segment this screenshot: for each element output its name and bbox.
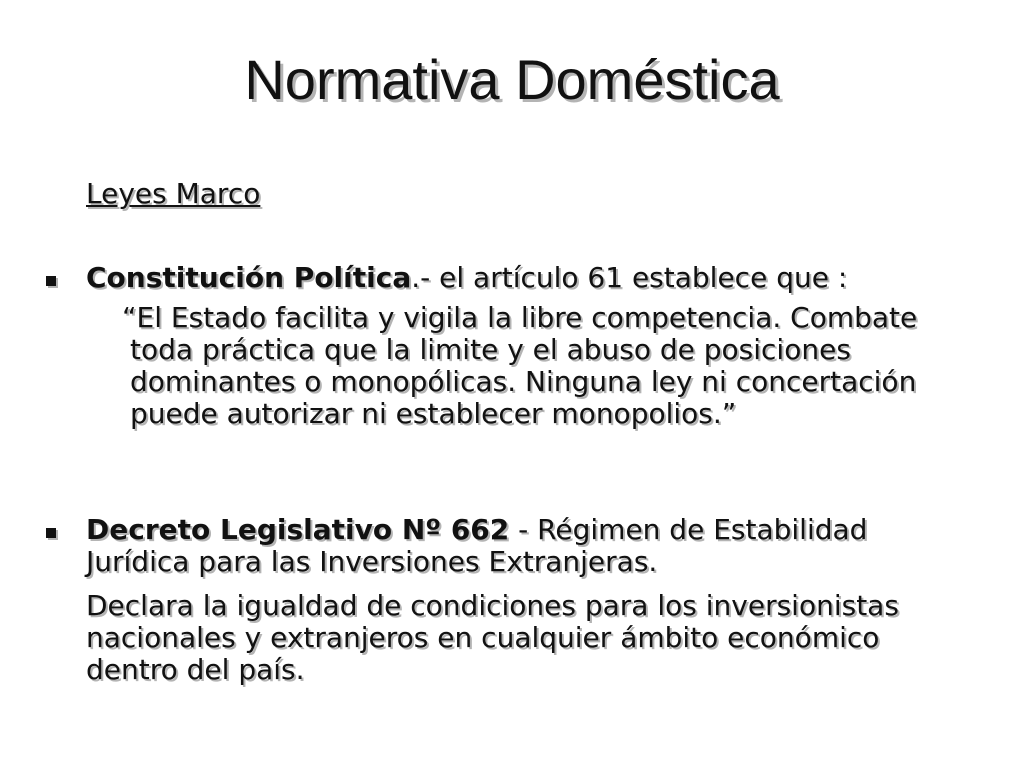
bullet-text	[86, 514, 966, 578]
slide-title: Normativa Doméstica	[244, 48, 780, 111]
square-bullet-icon	[46, 276, 56, 286]
bullet-description: .- el artículo 61 establece que :	[411, 261, 848, 294]
subheading-leyes-marco: Leyes Marco	[86, 177, 261, 210]
square-bullet-icon	[46, 528, 56, 538]
bullet-text	[86, 262, 966, 294]
paragraph-declaracion: Declara la igualdad de condiciones para los inversionistas nacionales y extranjeros en cualquier ámbito económico dentro del país.	[86, 589, 899, 686]
bullet-bold-label: Constitución Política	[86, 261, 412, 294]
bullet-description: - Régimen de Estabilidad Jurídica para las Inversiones Extranjeras.	[86, 513, 868, 578]
quote-articulo-61: “El Estado facilita y vigila la libre competencia. Combate toda práctica que la limite y el abuso de posiciones dominantes o monopólicas. Ninguna ley ni concertación puede autorizar ni establecer monopolios.”	[122, 301, 918, 430]
bullet-bold-label: Decreto Legislativo Nº 662	[86, 513, 510, 546]
